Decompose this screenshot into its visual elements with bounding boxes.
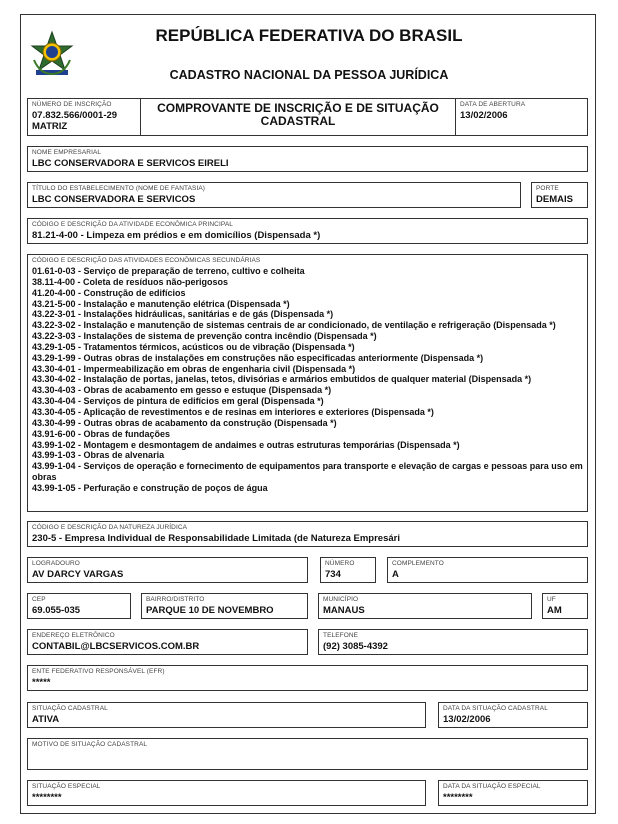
motivo-box bbox=[27, 738, 588, 770]
nome-empresarial-value: LBC CONSERVADORA E SERVICOS EIRELI bbox=[32, 158, 229, 169]
page-subtitle: CADASTRO NACIONAL DA PESSOA JURÍDICA bbox=[169, 68, 449, 82]
complemento-value: A bbox=[392, 569, 399, 580]
data-situacao-box bbox=[438, 702, 588, 728]
list-item: 43.30-4-04 - Serviços de pintura de edifícios em geral (Dispensada *) bbox=[32, 396, 324, 407]
fantasia-value: LBC CONSERVADORA E SERVICOS bbox=[32, 194, 196, 205]
bairro-box bbox=[141, 593, 308, 619]
numero-label: NÚMERO bbox=[325, 560, 355, 567]
telefone-box bbox=[318, 629, 588, 655]
data-situacao-value: 13/02/2006 bbox=[443, 714, 491, 725]
abertura-box bbox=[455, 98, 588, 136]
page-title: REPÚBLICA FEDERATIVA DO BRASIL bbox=[155, 26, 463, 45]
list-item: 43.22-3-02 - Instalação e manutenção de sistemas centrais de ar condicionado, de ventilação e refrigeração (Dispensada *) bbox=[32, 320, 556, 331]
atividades-secundarias-label: CÓDIGO E DESCRIÇÃO DAS ATIVIDADES ECONÔMICAS SECUNDÁRIAS bbox=[32, 257, 261, 264]
situacao-especial-label: SITUAÇÃO ESPECIAL bbox=[32, 783, 101, 790]
situacao-box bbox=[27, 702, 426, 728]
list-item: 43.99-1-02 - Montagem e desmontagem de andaimes e outras estruturas temporárias (Dispensada *) bbox=[32, 439, 460, 450]
list-item: 41.20-4-00 - Construção de edifícios bbox=[32, 287, 186, 298]
telefone-value: (92) 3085-4392 bbox=[323, 641, 388, 652]
logradouro-box bbox=[27, 557, 308, 583]
comprovante-title-line1: COMPROVANTE DE INSCRIÇÃO E DE SITUAÇÃO bbox=[157, 101, 439, 115]
municipio-value: MANAUS bbox=[323, 605, 365, 616]
inscricao-box bbox=[27, 98, 141, 136]
nome-empresarial-box bbox=[27, 146, 588, 172]
list-item: 43.30-4-01 - Impermeabilização em obras de engenharia civil (Dispensada *) bbox=[32, 363, 356, 374]
complemento-label: COMPLEMENTO bbox=[392, 560, 444, 567]
fantasia-label: TÍTULO DO ESTABELECIMENTO (NOME DE FANTASIA) bbox=[32, 185, 206, 192]
numero-value: 734 bbox=[325, 569, 341, 580]
situacao-value: ATIVA bbox=[32, 714, 60, 725]
list-item: 43.29-1-05 - Tratamentos térmicos, acústicos ou de vibração (Dispensada *) bbox=[32, 341, 355, 352]
natureza-juridica-box bbox=[27, 521, 588, 547]
list-item: 43.22-3-01 - Instalações hidráulicas, sanitárias e de gás (Dispensada *) bbox=[32, 309, 334, 320]
logradouro-label: LOGRADOURO bbox=[32, 560, 80, 567]
atividade-principal-box bbox=[27, 218, 588, 244]
list-item: 43.30-4-03 - Obras de acabamento em gesso e estuque (Dispensada *) bbox=[32, 385, 332, 396]
list-item: 43.30-4-99 - Outras obras de acabamento da construção (Dispensada *) bbox=[32, 417, 337, 428]
natureza-juridica-label: CÓDIGO E DESCRIÇÃO DA NATUREZA JURÍDICA bbox=[32, 524, 188, 531]
municipio-box bbox=[318, 593, 532, 619]
municipio-label: MUNICÍPIO bbox=[323, 596, 359, 603]
data-situacao-especial-value: ******** bbox=[443, 792, 473, 803]
cep-box bbox=[27, 593, 131, 619]
inscricao-type: MATRIZ bbox=[32, 121, 68, 132]
list-item: 43.99-1-04 - Serviços de operação e fornecimento de equipamentos para transporte e elevação de cargas e pessoas para uso em obras bbox=[32, 461, 583, 483]
numero-box bbox=[320, 557, 376, 583]
list-item: 43.30-4-02 - Instalação de portas, janelas, tetos, divisórias e armários embutidos de qualquer material (Dispensada *) bbox=[32, 374, 532, 385]
bairro-value: PARQUE 10 DE NOVEMBRO bbox=[146, 605, 274, 616]
email-value: CONTABIL@LBCSERVICOS.COM.BR bbox=[32, 641, 200, 652]
porte-box bbox=[531, 182, 588, 208]
motivo-label: MOTIVO DE SITUAÇÃO CADASTRAL bbox=[32, 741, 148, 748]
list-item: 43.29-1-99 - Outras obras de instalações em construções não especificadas anteriormente (Dispensada *) bbox=[32, 352, 484, 363]
data-situacao-especial-box bbox=[438, 780, 588, 806]
abertura-value: 13/02/2006 bbox=[460, 110, 508, 121]
atividades-secundarias-list bbox=[32, 266, 583, 494]
efr-value: ***** bbox=[32, 677, 51, 688]
cep-value: 69.055-035 bbox=[32, 605, 81, 616]
bairro-label: BAIRRO/DISTRITO bbox=[146, 596, 205, 603]
list-item: 43.21-5-00 - Instalação e manutenção elétrica (Dispensada *) bbox=[32, 298, 290, 309]
efr-box bbox=[27, 665, 588, 691]
email-label: ENDEREÇO ELETRÔNICO bbox=[32, 632, 115, 639]
comprovante-box bbox=[140, 98, 456, 136]
nome-empresarial-label: NOME EMPRESARIAL bbox=[32, 149, 102, 156]
uf-box bbox=[542, 593, 588, 619]
comprovante-title-line2: CADASTRAL bbox=[260, 114, 336, 128]
porte-label: PORTE bbox=[536, 185, 559, 192]
natureza-juridica-value: 230-5 - Empresa Individual de Responsabilidade Limitada (de Natureza Empresári bbox=[32, 533, 400, 544]
list-item: 43.30-4-05 - Aplicação de revestimentos e de resinas em interiores e exteriores (Dispensada *) bbox=[32, 406, 434, 417]
atividade-principal-value: 81.21-4-00 - Limpeza em prédios e em domicílios (Dispensada *) bbox=[32, 230, 321, 241]
inscricao-number: 07.832.566/0001-29 bbox=[32, 110, 118, 121]
porte-value: DEMAIS bbox=[536, 194, 573, 205]
data-situacao-especial-label: DATA DA SITUAÇÃO ESPECIAL bbox=[443, 783, 541, 790]
list-item: 38.11-4-00 - Coleta de resíduos não-perigosos bbox=[32, 276, 229, 287]
uf-label: UF bbox=[547, 596, 556, 603]
inscricao-label: NÚMERO DE INSCRIÇÃO bbox=[32, 101, 112, 108]
fantasia-box bbox=[27, 182, 521, 208]
complemento-box bbox=[387, 557, 588, 583]
list-item: 43.99-1-05 - Perfuração e construção de poços de água bbox=[32, 482, 268, 493]
email-box bbox=[27, 629, 308, 655]
uf-value: AM bbox=[547, 605, 562, 616]
situacao-especial-box bbox=[27, 780, 426, 806]
cep-label: CEP bbox=[32, 596, 46, 603]
atividades-secundarias-box bbox=[27, 254, 588, 512]
logradouro-value: AV DARCY VARGAS bbox=[32, 569, 124, 580]
atividade-principal-label: CÓDIGO E DESCRIÇÃO DA ATIVIDADE ECONÔMICA PRINCIPAL bbox=[32, 221, 233, 228]
list-item: 01.61-0-03 - Serviço de preparação de terreno, cultivo e colheita bbox=[32, 266, 305, 276]
list-item: 43.22-3-03 - Instalações de sistema de prevenção contra incêndio (Dispensada *) bbox=[32, 331, 377, 342]
abertura-label: DATA DE ABERTURA bbox=[460, 101, 526, 108]
telefone-label: TELEFONE bbox=[323, 632, 359, 639]
list-item: 43.91-6-00 - Obras de fundações bbox=[32, 428, 171, 439]
situacao-label: SITUAÇÃO CADASTRAL bbox=[32, 705, 108, 712]
data-situacao-label: DATA DA SITUAÇÃO CADASTRAL bbox=[443, 705, 548, 712]
efr-label: ENTE FEDERATIVO RESPONSÁVEL (EFR) bbox=[32, 668, 165, 675]
list-item: 43.99-1-03 - Obras de alvenaria bbox=[32, 450, 165, 461]
situacao-especial-value: ******** bbox=[32, 792, 62, 803]
